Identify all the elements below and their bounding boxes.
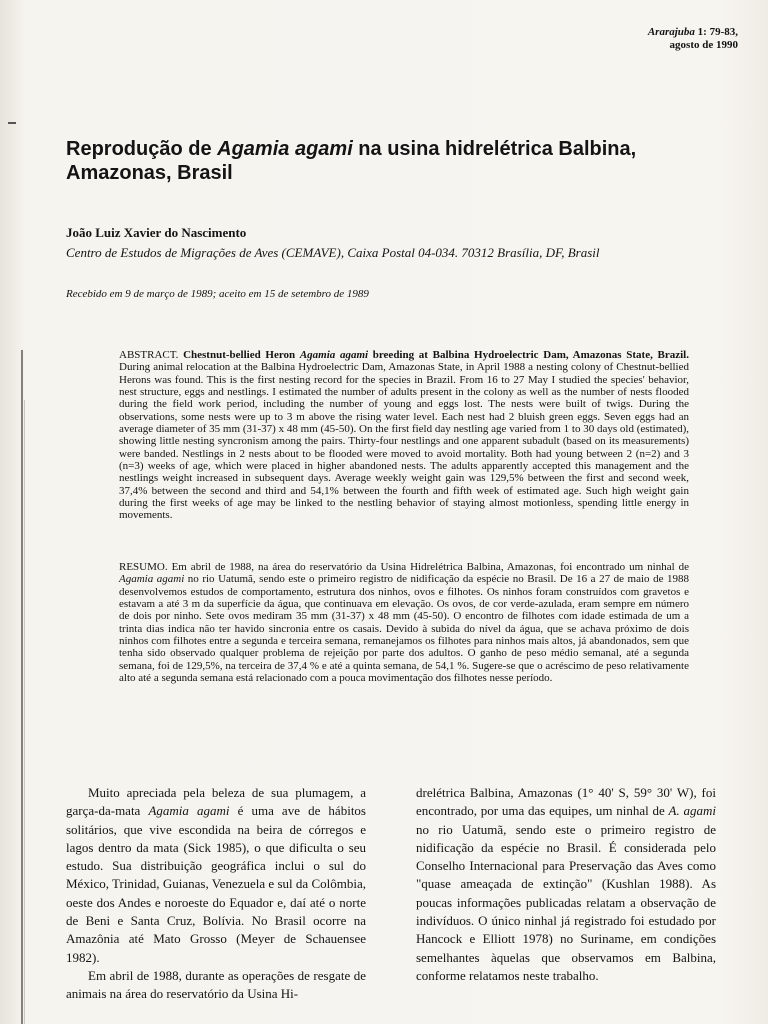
body-text: é uma ave de hábitos solitários, que vive escondida na beira de córregos e lagos dentro da mata (Sick 1985), o que dificulta o seu estudo. Sua distribuição geográfica inclui o sul do México, Trinidad, Guianas, Venezuela e sul da Colômbia, oeste dos Andes e noroeste do Equador e, daí até o norte de Beni e Santa Cruz, Bolívia. No Brasil ocorre na Amazônia até Mato Grosso (Meyer de Schauensee 1982). (66, 803, 366, 965)
abstract-text: During animal relocation at the Balbina Hydroelectric Dam, Amazonas State, in April 1988 a nesting colony of Chestnut-bellied Herons was found. This is the first nesting record for the species in Brazil. From 16 to 27 May I studied the species' behavior, nest structure, eggs and nestlings. I estimated the number of adults present in the colony as well as the number of nests flooded during the field work period, including the number of young and eggs lost. The nests were built of twigs. During the observations, some nests were up to 3 m above the rising water level. Each nest had 2 bluish green eggs. Seven eggs had an average diameter of 35 mm (31-37) x 48 mm (45-50). On the first field day nestling age varied from 1 to 30 days old (estimated), showing little nesting syncronism among the pairs. Thirty-four nestlings and one apparent subadult (based on its measurements) were banded. Nestlings in 2 nests about to be flooded were moved to avoid mortality. Both had young between 2 (n=2) and 3 (n=3) weeks of age, which were placed in higher abandoned nests. The adults apparently accepted this management and the nestlings weight increased in subsequent days. Average weekly weight gain was 129,5% between the first and second week, 37,4% between the second and third and 54,1% between the fourth and fifth week of estimated age. Such high weight gain during the first weeks of age may be linked to the nestling behavior of staying almost motionless, spending little energy in movements. (119, 361, 689, 522)
abstract (119, 349, 689, 522)
journal-name: Ararajuba (647, 26, 695, 38)
binding-edge-line (21, 350, 23, 1024)
body-column-left (66, 784, 366, 1004)
body-text: drelétrica Balbina, Amazonas (1° 40' S, 59° 30' W), foi encontrado, por uma das equipes, um ninhal de (416, 785, 716, 819)
resumo-text-1: RESUMO. Em abril de 1988, na área do reservatório da Usina Hidrelétrica Balbina, Amazonas, foi encontrado um ninhal de (119, 561, 689, 573)
abstract-title-species: Agamia agami (299, 349, 369, 361)
journal-citation (648, 26, 738, 39)
abstract-label: ABSTRACT. (119, 349, 179, 361)
body-text: no rio Uatumã, sendo este o primeiro registro de nidificação da espécie no Brasil. É considerada pelo Conselho Internacional para Preservação das Aves como "quase ameaçada de extinção" (Kushlan 1988). As poucas informações publicadas relatam a observação de indivíduos. O único ninhal já registrado foi estudado por Hancock e Elliott 1978) no Suriname, em condições semelhantes àquelas que observamos em Balbina, conforme relatamos neste trabalho. (416, 821, 716, 983)
title-species: Agamia agami (217, 138, 353, 160)
resumo (119, 561, 689, 684)
received-accepted-dates: Recebido em 9 de março de 1989; aceito em 15 de setembro de 1989 (66, 288, 369, 300)
author-name: João Luiz Xavier do Nascimento (66, 225, 247, 240)
title-suffix: na usina hidrelétrica Balbina, Amazonas, Brasil (66, 138, 637, 184)
body-paragraph (416, 784, 716, 985)
body-text: Muito apreciada pela beleza de sua plumagem, a garça-da-mata (66, 785, 366, 819)
body-species: Agamia agami (148, 803, 230, 819)
binding-edge-shadow (24, 400, 25, 1024)
title-prefix: Reprodução de (66, 138, 218, 160)
body-paragraph (66, 784, 366, 967)
abstract-title-a: Chestnut-bellied Heron (183, 349, 296, 361)
body-paragraph (66, 967, 366, 1004)
author-affiliation: Centro de Estudos de Migrações de Aves (CEMAVE), Caixa Postal 04-034. 70312 Brasília, DF, Brasil (66, 245, 600, 260)
journal-date: agosto de 1990 (669, 39, 738, 51)
journal-issue: 1: 79-83, (697, 26, 738, 38)
body-text: Em abril de 1988, durante as operações de resgate de animais na área do reservatório da Usina Hi- (66, 967, 366, 1002)
body-species: A. agami (668, 803, 716, 819)
resumo-species: Agamia agami (119, 573, 185, 586)
margin-mark (8, 122, 16, 124)
body-column-right (416, 784, 716, 985)
abstract-title-b: breeding at Balbina Hydroelectric Dam, Amazonas State, Brazil. (372, 349, 689, 361)
article-title (66, 137, 706, 185)
journal-reference (648, 26, 738, 52)
resumo-text-2: no rio Uatumã, sendo este o primeiro registro de nidificação da espécie no Brasil. De 16 a 27 de maio de 1988 desenvolvemos estudos de comportamento, estrutura dos ninhos, ovos e filhotes. Os ninhos foram construídos com gravetos e estavam a até 3 m da superfície da água, que continuava em elevação. Os ovos, de cor verde-azulada, eram sempre em número de dois por ninho. Sete ovos mediram 35 mm (31-37) x 48 mm (45-50). O encontro de filhotes com idade estimada de um a trinta dias indica não ter havido sincronia entre os casais. Devido à subida do nível da água, que se achava próximo de dois ninhos com filhotes entre a segunda e terceira semana, remanejamos os filhotes para ninhos mais altos, já abandonados, sem que tenha sido observado qualquer problema de rejeição por parte dos adultos. O ganho de peso médio semanal, até a segunda semana, foi de 129,5%, na terceira de 37,4 % e até a quinta semana, de 54,1 %. Sugere-se que o acréscimo de peso relativamente alto até a segunda semana está relacionado com a pouca movimentação dos filhotes nesse período. (119, 573, 689, 685)
